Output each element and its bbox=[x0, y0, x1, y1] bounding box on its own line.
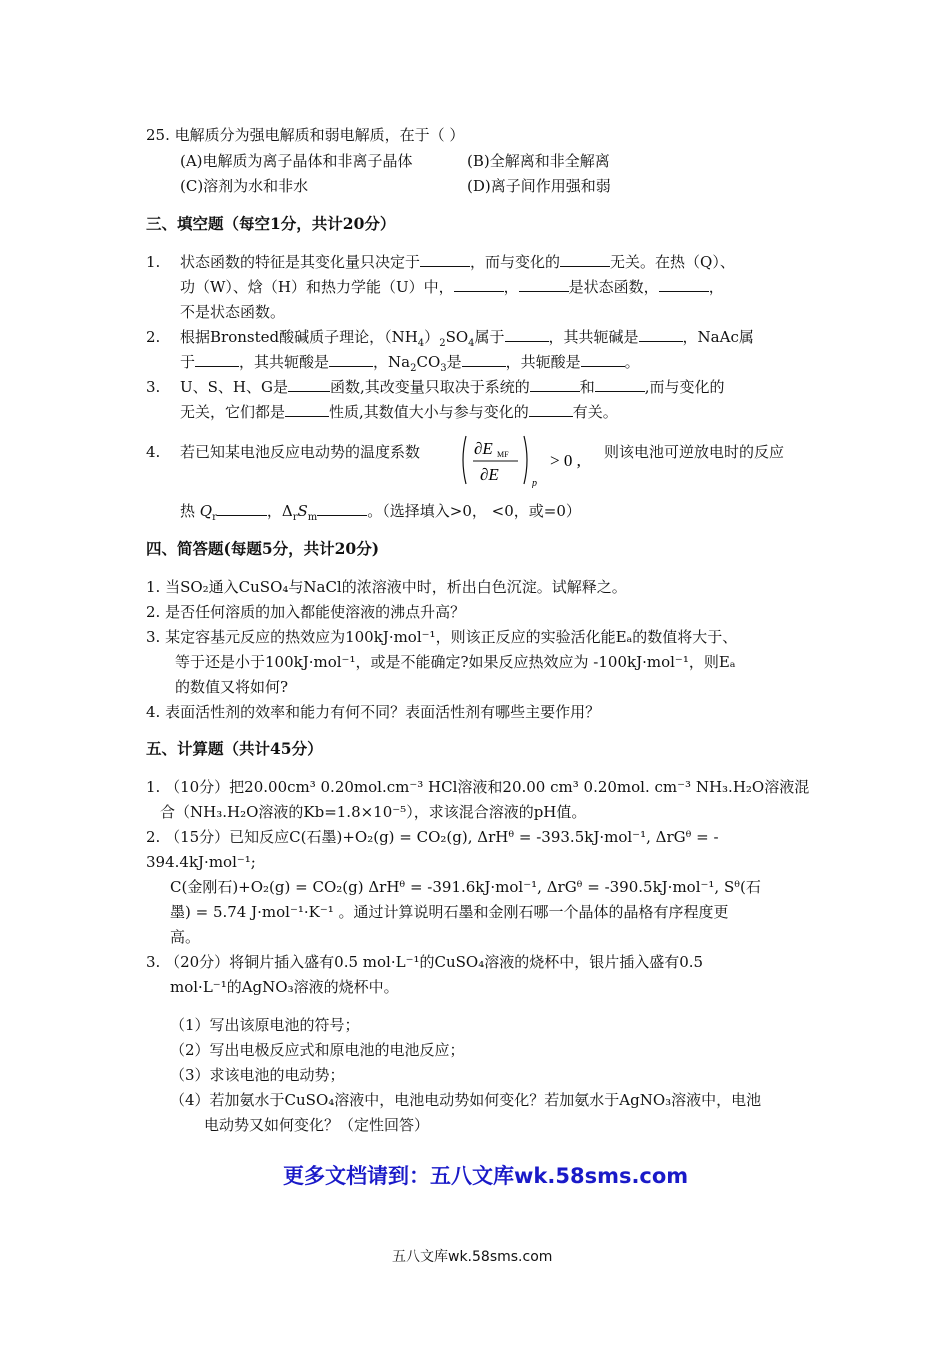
blank bbox=[595, 377, 645, 392]
blank bbox=[288, 377, 330, 392]
s5-q3-sub4-line1: （4）若加氨水于CuSO₄溶液中，电池电动势如何变化？若加氨水于AgNO₃溶液中，电池 bbox=[170, 1091, 762, 1109]
footer-promo-link[interactable]: 更多文档请到：五八文库wk.58sms.com bbox=[283, 1164, 689, 1188]
text: ，其共轭碱是 bbox=[548, 328, 639, 346]
text: 无关，它们都是 bbox=[180, 403, 286, 421]
s3-q2-number: 2. bbox=[146, 328, 161, 346]
formula-denominator: ∂E bbox=[480, 465, 499, 484]
text: ，而与变化的 bbox=[470, 253, 561, 271]
text: ， bbox=[503, 278, 519, 296]
text: 有关。 bbox=[572, 403, 618, 421]
text: 属于 bbox=[474, 328, 505, 346]
s3-q1-number: 1. bbox=[146, 253, 161, 271]
s4-q1: 1. 当SO₂通入CuSO₄与NaCl的浓溶液中时，析出白色沉淀。试解释之。 bbox=[146, 578, 627, 596]
s3-q3-line1 bbox=[180, 377, 725, 397]
text: U、S、H、G是 bbox=[180, 378, 288, 396]
q25-option-d: (D)离子间作用强和弱 bbox=[467, 177, 611, 195]
blank bbox=[217, 501, 267, 516]
formula-numerator: ∂E bbox=[474, 439, 493, 458]
blank bbox=[329, 352, 373, 367]
s3-q4-line1b: 则该电池可逆放电时的反应 bbox=[604, 443, 785, 461]
blank bbox=[529, 402, 573, 417]
blank bbox=[420, 252, 470, 267]
text: S bbox=[297, 502, 308, 520]
text: ，Na bbox=[373, 353, 411, 371]
s3-q1-line1 bbox=[180, 252, 735, 272]
s4-q3-line1: 3. 某定容基元反应的热效应为100kJ·mol⁻¹，则该正反应的实验活化能Eₐ的数值将大于、 bbox=[146, 628, 738, 646]
blank bbox=[462, 352, 506, 367]
text: 2 bbox=[410, 363, 417, 374]
blank bbox=[659, 277, 709, 292]
s3-q4-number: 4. bbox=[146, 443, 161, 461]
q25-stem: 25. 电解质分为强电解质和弱电解质，在于（ ） bbox=[146, 126, 465, 144]
s5-q3-line2: mol·L⁻¹的AgNO₃溶液的烧杯中。 bbox=[170, 978, 399, 996]
text: ，NaAc属 bbox=[682, 328, 754, 346]
temperature-coefficient-formula bbox=[460, 432, 600, 488]
s4-q3-line2: 等于还是小于100kJ·mol⁻¹，或是不能确定?如果反应热效应为 -100kJ·mol⁻¹，则Eₐ bbox=[175, 653, 736, 671]
text: 状态函数的特征是其变化量只决定于 bbox=[180, 253, 421, 271]
text: Q bbox=[199, 502, 213, 520]
text: 和 bbox=[579, 378, 595, 396]
s4-q4: 4. 表面活性剂的效率和能力有何不同？表面活性剂有哪些主要作用？ bbox=[146, 703, 601, 721]
text: SO bbox=[445, 328, 469, 346]
text: m bbox=[307, 512, 318, 523]
text: ，Δ bbox=[266, 502, 293, 520]
blank bbox=[505, 327, 549, 342]
text: 无关。在热（Q）、 bbox=[610, 253, 735, 271]
s5-q2-line1: 2. （15分）已知反应C(石墨)+O₂(g) = CO₂(g), ΔrHᶿ = -393.5kJ·mol⁻¹, ΔrGᶿ = - bbox=[146, 828, 719, 846]
text: r bbox=[212, 512, 217, 523]
text: ） bbox=[424, 328, 440, 346]
blank bbox=[454, 277, 504, 292]
blank bbox=[639, 327, 683, 342]
s3-q4-line1a: 若已知某电池反应电动势的温度系数 bbox=[180, 443, 421, 461]
s3-q3-number: 3. bbox=[146, 378, 161, 396]
s3-q2-line2 bbox=[180, 352, 640, 372]
text: 4 bbox=[417, 338, 425, 349]
formula-subscript: MF bbox=[497, 450, 509, 459]
s3-q2-line1 bbox=[180, 327, 754, 347]
section-3-title: 三、填空题（每空1分，共计20分） bbox=[146, 214, 396, 233]
s5-q3-sub3: （3）求该电池的电动势； bbox=[170, 1066, 345, 1084]
s5-q1-line1: 1. （10分）把20.00cm³ 0.20mol.cm⁻³ HCl溶液和20.00 cm³ 0.20mol. cm⁻³ NH₃.H₂O溶液混 bbox=[146, 778, 810, 796]
q25-option-c: (C)溶剂为水和非水 bbox=[180, 177, 309, 195]
text: r bbox=[292, 512, 298, 523]
text: 。（选择填入>0， <0，或=0） bbox=[367, 502, 581, 520]
formula-rhs: > 0 , bbox=[550, 451, 581, 470]
left-paren bbox=[463, 436, 466, 484]
blank bbox=[560, 252, 610, 267]
s5-q2-line2: 394.4kJ·mol⁻¹; bbox=[146, 853, 256, 871]
blank bbox=[581, 352, 625, 367]
s5-q2-line4: 墨) = 5.74 J·mol⁻¹·K⁻¹ 。通过计算说明石墨和金刚石哪一个晶体的晶格有序程度更 bbox=[170, 903, 729, 921]
s3-q3-line2 bbox=[180, 402, 618, 422]
blank bbox=[519, 277, 569, 292]
s3-q4-line2 bbox=[180, 501, 581, 521]
text: ，其共轭酸是 bbox=[239, 353, 330, 371]
text: ，共轭酸是 bbox=[505, 353, 581, 371]
formula-p: p bbox=[532, 478, 537, 488]
text: 。 bbox=[624, 353, 640, 371]
text: 3 bbox=[440, 363, 447, 374]
s5-q3-sub1: （1）写出该原电池的符号； bbox=[170, 1016, 360, 1034]
s3-q1-line3: 不是状态函数。 bbox=[180, 303, 286, 321]
text: 根据Bronsted酸碱质子理论，（NH bbox=[180, 328, 418, 346]
blank bbox=[530, 377, 580, 392]
s3-q1-line2 bbox=[180, 277, 724, 297]
text: 函数,其改变量只取决于系统的 bbox=[329, 378, 530, 396]
s4-q3-line3: 的数值又将如何? bbox=[175, 678, 289, 696]
blank bbox=[317, 501, 367, 516]
blank bbox=[285, 402, 329, 417]
s5-q1-line2: 合（NH₃.H₂O溶液的Kb=1.8×10⁻⁵），求该混合溶液的pH值。 bbox=[160, 803, 587, 821]
text: 热 bbox=[180, 502, 200, 520]
section-4-title: 四、简答题(每题5分，共计20分) bbox=[146, 539, 380, 558]
q25-option-b: (B)全解离和非全解离 bbox=[467, 152, 610, 170]
text: 性质,其数值大小与参与变化的 bbox=[329, 403, 529, 421]
s5-q3-line1: 3. （20分）将铜片插入盛有0.5 mol·L⁻¹的CuSO₄溶液的烧杯中，银片插入盛有0.5 bbox=[146, 953, 704, 971]
text: 2 bbox=[439, 338, 446, 349]
text: 是 bbox=[446, 353, 462, 371]
text: ， bbox=[708, 278, 724, 296]
text: 4 bbox=[468, 338, 475, 349]
footer-source: 五八文库wk.58sms.com bbox=[392, 1249, 553, 1265]
q25-option-a: (A)电解质为离子晶体和非离子晶体 bbox=[180, 152, 413, 170]
s4-q2: 2. 是否任何溶质的加入都能使溶液的沸点升高？ bbox=[146, 603, 466, 621]
s5-q3-sub2: （2）写出电极反应式和原电池的电池反应； bbox=[170, 1041, 465, 1059]
text: 功（W）、焓（H）和热力学能（U）中， bbox=[180, 278, 454, 296]
blank bbox=[195, 352, 239, 367]
s5-q2-line5: 高。 bbox=[170, 928, 201, 946]
text: 是状态函数， bbox=[568, 278, 659, 296]
right-paren bbox=[524, 436, 527, 484]
section-5-title: 五、计算题（共计45分） bbox=[146, 739, 323, 758]
text: CO bbox=[416, 353, 441, 371]
text: 于 bbox=[180, 353, 196, 371]
text: ,而与变化的 bbox=[644, 378, 725, 396]
s5-q3-sub4-line2: 电动势又如何变化？（定性回答） bbox=[204, 1116, 430, 1134]
s5-q2-line3: C(金刚石)+O₂(g) = CO₂(g) ΔrHᶿ = -391.6kJ·mol⁻¹, ΔrGᶿ = -390.5kJ·mol⁻¹, Sᶿ(石 bbox=[170, 878, 761, 896]
